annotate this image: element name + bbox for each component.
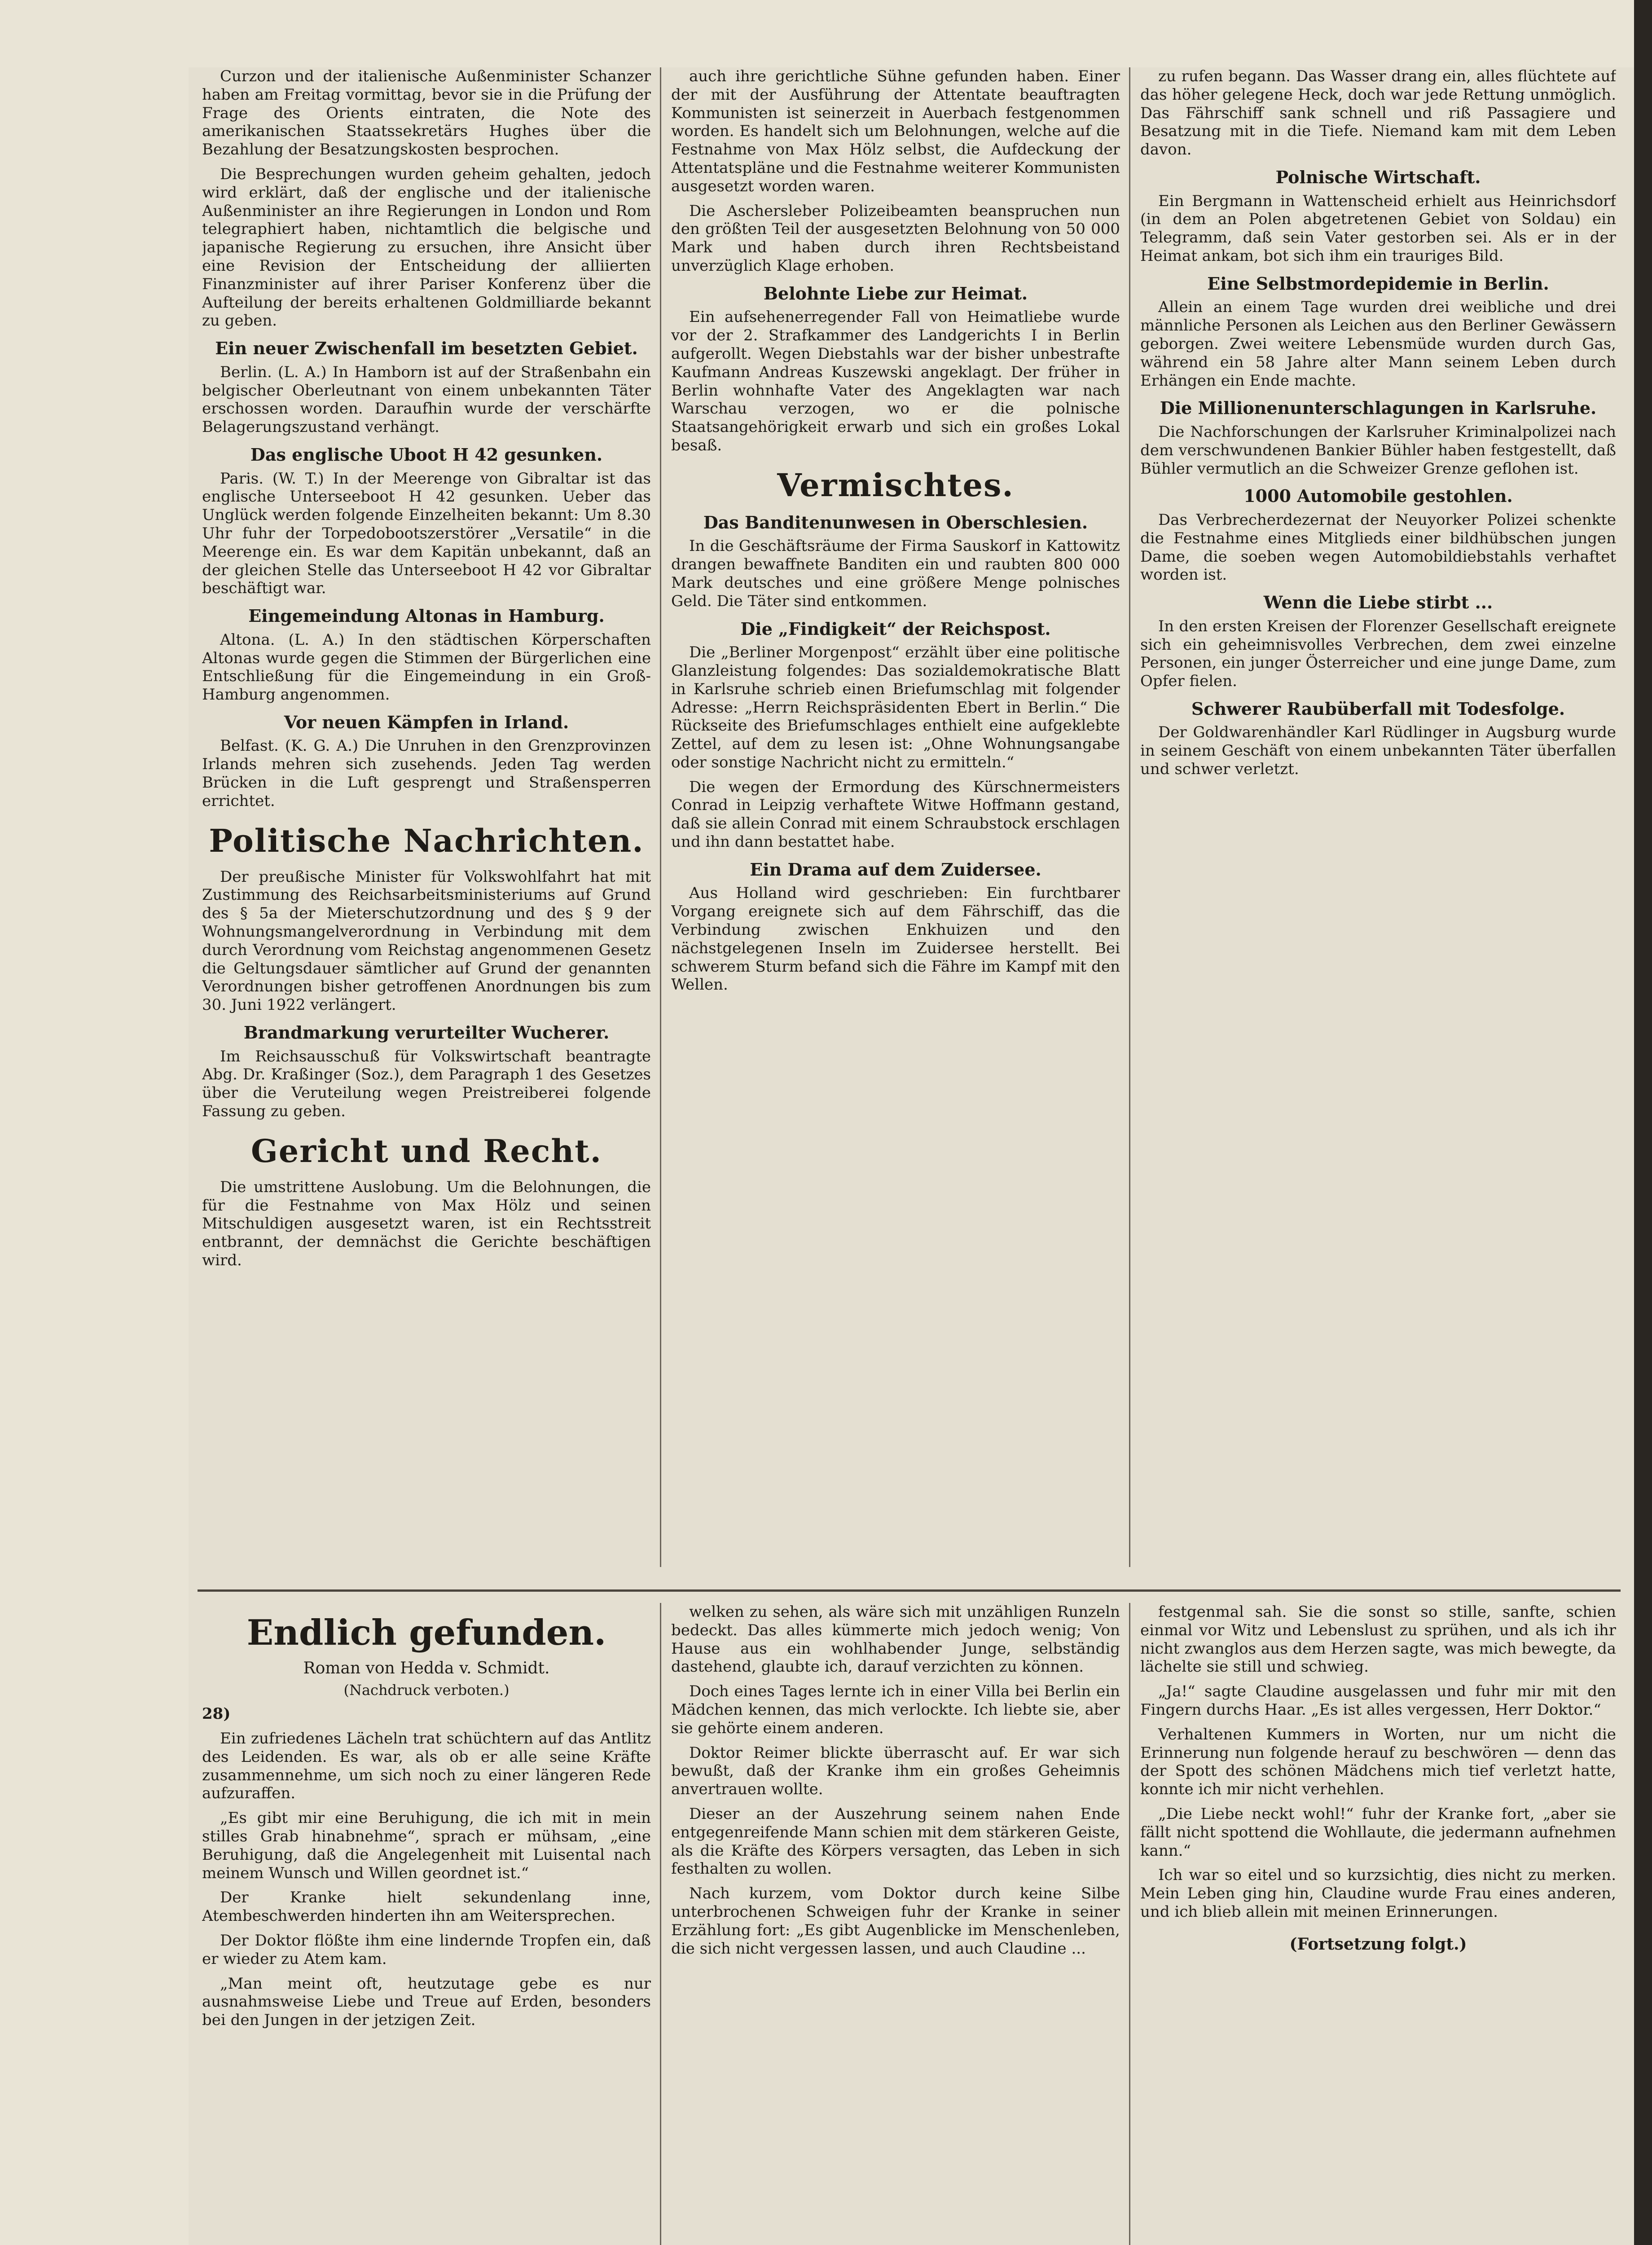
column-rule <box>1129 1603 1130 2245</box>
serial-column-3 <box>1140 1603 1616 2245</box>
article-paragraph: Ein aufsehenerregender Fall von Heimatliebe wurde vor der 2. Strafkammer des Landgerichts I in Berlin aufgerollt. Wegen Diebstahls war der bisher unbestrafte Kaufmann Andreas Kuszewski angeklagt. Der früher in Berlin wohnhafte Vater des Angeklagten war nach Warschau verzogen, wo er die polnische Staatsangehörigkeit erwarb und sich ein großes Lokal besaß. <box>671 308 1120 454</box>
column-2 <box>671 67 1120 1567</box>
headline: 1000 Automobile gestohlen. <box>1243 486 1513 506</box>
article-paragraph: Berlin. (L. A.) In Hamborn ist auf der Straßenbahn ein belgischer Oberleutnant von einem unbekannten Täter erschossen worden. Daraufhin wurde der verschärfte Belagerungszustand verhängt. <box>202 363 651 436</box>
section-heading: Vermischtes. <box>777 466 1014 504</box>
serial-column-2 <box>671 1603 1120 2245</box>
section-heading: Gericht und Recht. <box>250 1132 602 1170</box>
headline: Die Millionenunterschlagungen in Karlsruhe. <box>1160 398 1597 418</box>
article-paragraph: auch ihre gerichtliche Sühne gefunden haben. Einer der mit der Ausführung der Attentate beauftragten Kommunisten ist seinerzeit in Auerbach festgenommen worden. Es handelt sich um Belohnungen, welche auf die Festnahme von Max Hölz selbst, die Aufdeckung der Attentatspläne und die Festnahme weiterer Kommunisten ausgesetzt worden waren. <box>671 67 1120 195</box>
newspaper-page <box>189 67 1634 2245</box>
serial-paragraph: Der Doktor flößte ihm eine lindernde Tropfen ein, daß er wieder zu Atem kam. <box>202 1931 651 1968</box>
headline: Belohnte Liebe zur Heimat. <box>763 283 1028 304</box>
headline: Brandmarkung verurteilter Wucherer. <box>243 1022 610 1043</box>
serial-paragraph: festgenmal sah. Sie die sonst so stille, sanfte, schien einmal vor Witz und Lebenslust zu sprühen, und als ich ihr nicht zwanglos aus dem Herzen sagte, was mich bewegte, da lächelte sie still und schwieg. <box>1140 1603 1616 1676</box>
article-paragraph: zu rufen begann. Das Wasser drang ein, alles flüchtete auf das höher gelegene Heck, doch war jede Rettung unmöglich. Das Fährschiff sank schnell und riß Passagiere und Besatzung mit in die Tiefe. Niemand kam mit dem Leben davon. <box>1140 67 1616 159</box>
headline: Ein Drama auf dem Zuidersee. <box>750 859 1041 880</box>
headline: Die „Findigkeit“ der Reichspost. <box>740 618 1051 639</box>
serial-paragraph: Der Kranke hielt sekundenlang inne, Atembeschwerden hinderten ihn am Weitersprechen. <box>202 1888 651 1925</box>
article-paragraph: Belfast. (K. G. A.) Die Unruhen in den Grenzprovinzen Irlands mehren sich zusehends. Jeden Tag werden Brücken in die Luft gesprengt und Straßensperren errichtet. <box>202 737 651 810</box>
column-rule <box>660 1603 661 2245</box>
column-3 <box>1140 67 1616 1567</box>
serial-paragraph: welken zu sehen, als wäre sich mit unzähligen Runzeln bedeckt. Das alles kümmerte mich jedoch wenig; Von Hause aus ein wohlhabender Junge, selbständig dastehend, glaubte ich, darauf verzichten zu können. <box>671 1603 1120 1676</box>
article-paragraph: In den ersten Kreisen der Florenzer Gesellschaft ereignete sich ein geheimnisvolles Verbrechen, dem zwei einzelne Personen, ein junger Österreicher und eine junge Dame, zum Opfer fielen. <box>1140 617 1616 691</box>
serial-paragraph: „Es gibt mir eine Beruhigung, die ich mit in mein stilles Grab hinabnehme“, sprach er mühsam, „eine Beruhigung, daß die Angelegenheit mit Luisental nach meinem Wunsch und Willen geordnet ist.“ <box>202 1809 651 1882</box>
article-paragraph: Aus Holland wird geschrieben: Ein furchtbarer Vorgang ereignete sich auf dem Fährschiff, das die Verbindung zwischen Enkhuizen und den nächstgelegenen Inseln im Zuidersee herstellt. Bei schwerem Sturm befand sich die Fähre im Kampf mit den Wellen. <box>671 884 1120 994</box>
article-paragraph: Paris. (W. T.) In der Meerenge von Gibraltar ist das englische Unterseeboot H 42 gesunken. Ueber das Unglück werden folgende Einzelheiten bekannt: Um 8.30 Uhr fuhr der Torpedobootszerstörer „Versatile“ in die Meerenge ein. Es war dem Kapitän unbekannt, daß an der gleichen Stelle das Unterseeboot H 42 vor Gibraltar beschäftigt war. <box>202 469 651 598</box>
headline: Das englische Uboot H 42 gesunken. <box>250 444 603 465</box>
article-paragraph: Die „Berliner Morgenpost“ erzählt über eine politische Glanzleistung folgendes: Das sozialdemokratische Blatt in Karlsruhe schrieb einen Briefumschlag mit folgender Adresse: „Herrn Reichspräsidenten Ebert in Berlin.“ Die Rückseite des Briefumschlages enthielt eine aufgeklebte Zettel, auf dem zu lesen ist: „Ohne Wohnungsangabe oder sonstige Nachricht nicht zu ermitteln.“ <box>671 643 1120 771</box>
article-paragraph: Altona. (L. A.) In den städtischen Körperschaften Altonas wurde gegen die Stimmen der Bürgerlichen eine Entschließung für die Eingemeindung in ein Groß-Hamburg angenommen. <box>202 630 651 704</box>
serial-paragraph: Doch eines Tages lernte ich in einer Villa bei Berlin ein Mädchen kennen, das mich verlockte. Ich liebte sie, aber sie gehörte einem anderen. <box>671 1682 1120 1737</box>
article-paragraph: Allein an einem Tage wurden drei weibliche und drei männliche Personen als Leichen aus den Berliner Gewässern geborgen. Zwei weitere Lebensmüde wurden durch Gas, während ein 58 Jahre alter Mann seinem Leben durch Erhängen ein Ende machte. <box>1140 298 1616 390</box>
serial-continued-note: (Fortsetzung folgt.) <box>1289 1934 1467 1954</box>
serial-title: Endlich gefunden. <box>246 1612 606 1653</box>
serial-paragraph: Doktor Reimer blickte überrascht auf. Er war sich bewußt, daß der Kranke ihm ein großes Geheimnis anvertrauen wollte. <box>671 1743 1120 1799</box>
serial-column-1 <box>202 1603 651 2245</box>
article-paragraph: Curzon und der italienische Außenminister Schanzer haben am Freitag vormittag, bevor sie in die Prüfung der Frage des Orients eintraten, die Note des amerikanischen Staatssekretärs Hughes über die Bezahlung der Besatzungskosten besprochen. <box>202 67 651 159</box>
headline: Eingemeindung Altonas in Hamburg. <box>248 606 605 626</box>
serial-copyright-note: (Nachdruck verboten.) <box>343 1681 510 1699</box>
serial-paragraph: „Ja!“ sagte Claudine ausgelassen und fuhr mir mit den Fingern durchs Haar. „Es ist alles vergessen, Herr Doktor.“ <box>1140 1682 1616 1719</box>
article-paragraph: Die Aschersleber Polizeibeamten beanspruchen nun den größten Teil der ausgesetzten Belohnung von 50 000 Mark und haben durch ihren Rechtsbeistand unverzüglich Klage erhoben. <box>671 202 1120 275</box>
serial-paragraph: Ein zufriedenes Lächeln trat schüchtern auf das Antlitz des Leidenden. Es war, als ob er alle seine Kräfte zusammennehme, um sich noch zu einer längeren Rede aufzuraffen. <box>202 1729 651 1803</box>
serial-paragraph: Nach kurzem, vom Doktor durch keine Silbe unterbrochenen Schweigen fuhr der Kranke in seiner Erzählung fort: „Es gibt Augenblicke im Menschenleben, die sich nicht vergessen lassen, und auch Claudine ... <box>671 1884 1120 1958</box>
article-paragraph: Das Verbrecherdezernat der Neuyorker Polizei schenkte die Festnahme eines Mitglieds einer bildhübschen jungen Dame, die soeben wegen Automobildiebstahls verhaftet worden ist. <box>1140 511 1616 584</box>
article-paragraph: Die Nachforschungen der Karlsruher Kriminalpolizei nach dem verschwundenen Bankier Bühler haben festgestellt, daß Bühler vermutlich an die Schweizer Grenze geflohen ist. <box>1140 423 1616 478</box>
serial-paragraph: Dieser an der Auszehrung seinem nahen Ende entgegenreifende Mann schien mit dem stärkeren Geiste, als die Kräfte des Körpers versagten, das Leben in sich festhalten zu wollen. <box>671 1805 1120 1878</box>
serial-chapter-number: 28) <box>202 1705 231 1723</box>
headline: Das Banditenunwesen in Oberschlesien. <box>703 512 1088 533</box>
headline: Polnische Wirtschaft. <box>1275 167 1481 187</box>
section-heading: Politische Nachrichten. <box>209 822 644 859</box>
article-paragraph: Im Reichsausschuß für Volkswirtschaft beantragte Abg. Dr. Kraßinger (Soz.), dem Paragraph 1 des Gesetzes über die Veruteilung wegen Preistreiberei folgende Fassung zu geben. <box>202 1047 651 1121</box>
column-rule <box>660 67 661 1567</box>
serial-author: Roman von Hedda v. Schmidt. <box>303 1659 550 1677</box>
serial-divider <box>198 1589 1621 1592</box>
headline: Eine Selbstmordepidemie in Berlin. <box>1207 273 1549 294</box>
serial-paragraph: „Man meint oft, heutzutage gebe es nur ausnahmsweise Liebe und Treue auf Erden, besonders bei den Jungen in der jetzigen Zeit. <box>202 1974 651 2029</box>
headline: Vor neuen Kämpfen in Irland. <box>284 712 569 732</box>
column-rule <box>1129 67 1130 1567</box>
serial-paragraph: Verhaltenen Kummers in Worten, nur um nicht die Erinnerung nun folgende herauf zu beschwören — denn das der Spott des schönen Mädchens mich tief verletzt hatte, konnte ich mir nicht verhehlen. <box>1140 1725 1616 1799</box>
serial-paragraph: Ich war so eitel und so kurzsichtig, dies nicht zu merken. Mein Leben ging hin, Claudine wurde Frau eines anderen, und ich blieb allein mit meinen Erinnerungen. <box>1140 1866 1616 1921</box>
article-paragraph: Die Besprechungen wurden geheim gehalten, jedoch wird erklärt, daß der englische und der italienische Außenminister an ihre Regierungen in London und Rom telegraphiert haben, nichtamtlich die belgische und japanische Regierung zu ersuchen, ihre Ansicht über eine Revision der Entscheidung der alliierten Finanzminister auf ihrer Pariser Konferenz über die Aufteilung der bereits erhaltenen Goldmilliarde bekannt zu geben. <box>202 165 651 330</box>
article-paragraph: Die umstrittene Auslobung. Um die Belohnungen, die für die Festnahme von Max Hölz und seinen Mitschuldigen ausgesetzt waren, ist ein Rechtsstreit entbrannt, der demnächst die Gerichte beschäftigen wird. <box>202 1178 651 1270</box>
article-paragraph: In die Geschäftsräume der Firma Sauskorf in Kattowitz drangen bewaffnete Banditen ein und raubten 800 000 Mark deutsches und eine größere Menge polnisches Geld. Die Täter sind entkommen. <box>671 537 1120 610</box>
headline: Ein neuer Zwischenfall im besetzten Gebiet. <box>215 338 638 359</box>
serial-paragraph: „Die Liebe neckt wohl!“ fuhr der Kranke fort, „aber sie fällt nicht spottend die Wohllaute, die jedermann aufnehmen kann.“ <box>1140 1805 1616 1860</box>
article-paragraph: Der Goldwarenhändler Karl Rüdlinger in Augsburg wurde in seinem Geschäft von einem unbekannten Täter überfallen und schwer verletzt. <box>1140 723 1616 779</box>
article-paragraph: Die wegen der Ermordung des Kürschnermeisters Conrad in Leipzig verhaftete Witwe Hoffmann gestand, daß sie allein Conrad mit einem Schraubstock erschlagen und ihn dann bestattet habe. <box>671 778 1120 851</box>
page-edge <box>1634 0 1652 2245</box>
article-paragraph: Der preußische Minister für Volkswohlfahrt hat mit Zustimmung des Reichsarbeitsministeriums auf Grund des § 5a der Mieterschutzordnung und des § 9 der Wohnungsmangelverordnung in Verbindung mit dem durch Verordnung vom Reichstag angenommenen Gesetz die Geltungsdauer sämtlicher auf Grund der genannten Verordnungen bisher getroffenen Anordnungen bis zum 30. Juni 1922 verlängert. <box>202 867 651 1014</box>
headline: Schwerer Raubüberfall mit Todesfolge. <box>1191 698 1565 719</box>
article-paragraph: Ein Bergmann in Wattenscheid erhielt aus Heinrichsdorf (in dem an Polen abgetretenen Gebiet von Soldau) ein Telegramm, daß sein Vater gestorben sei. Als er in der Heimat ankam, bot sich ihm ein trauriges Bild. <box>1140 192 1616 265</box>
column-1 <box>202 67 651 1567</box>
headline: Wenn die Liebe stirbt ... <box>1263 592 1493 613</box>
